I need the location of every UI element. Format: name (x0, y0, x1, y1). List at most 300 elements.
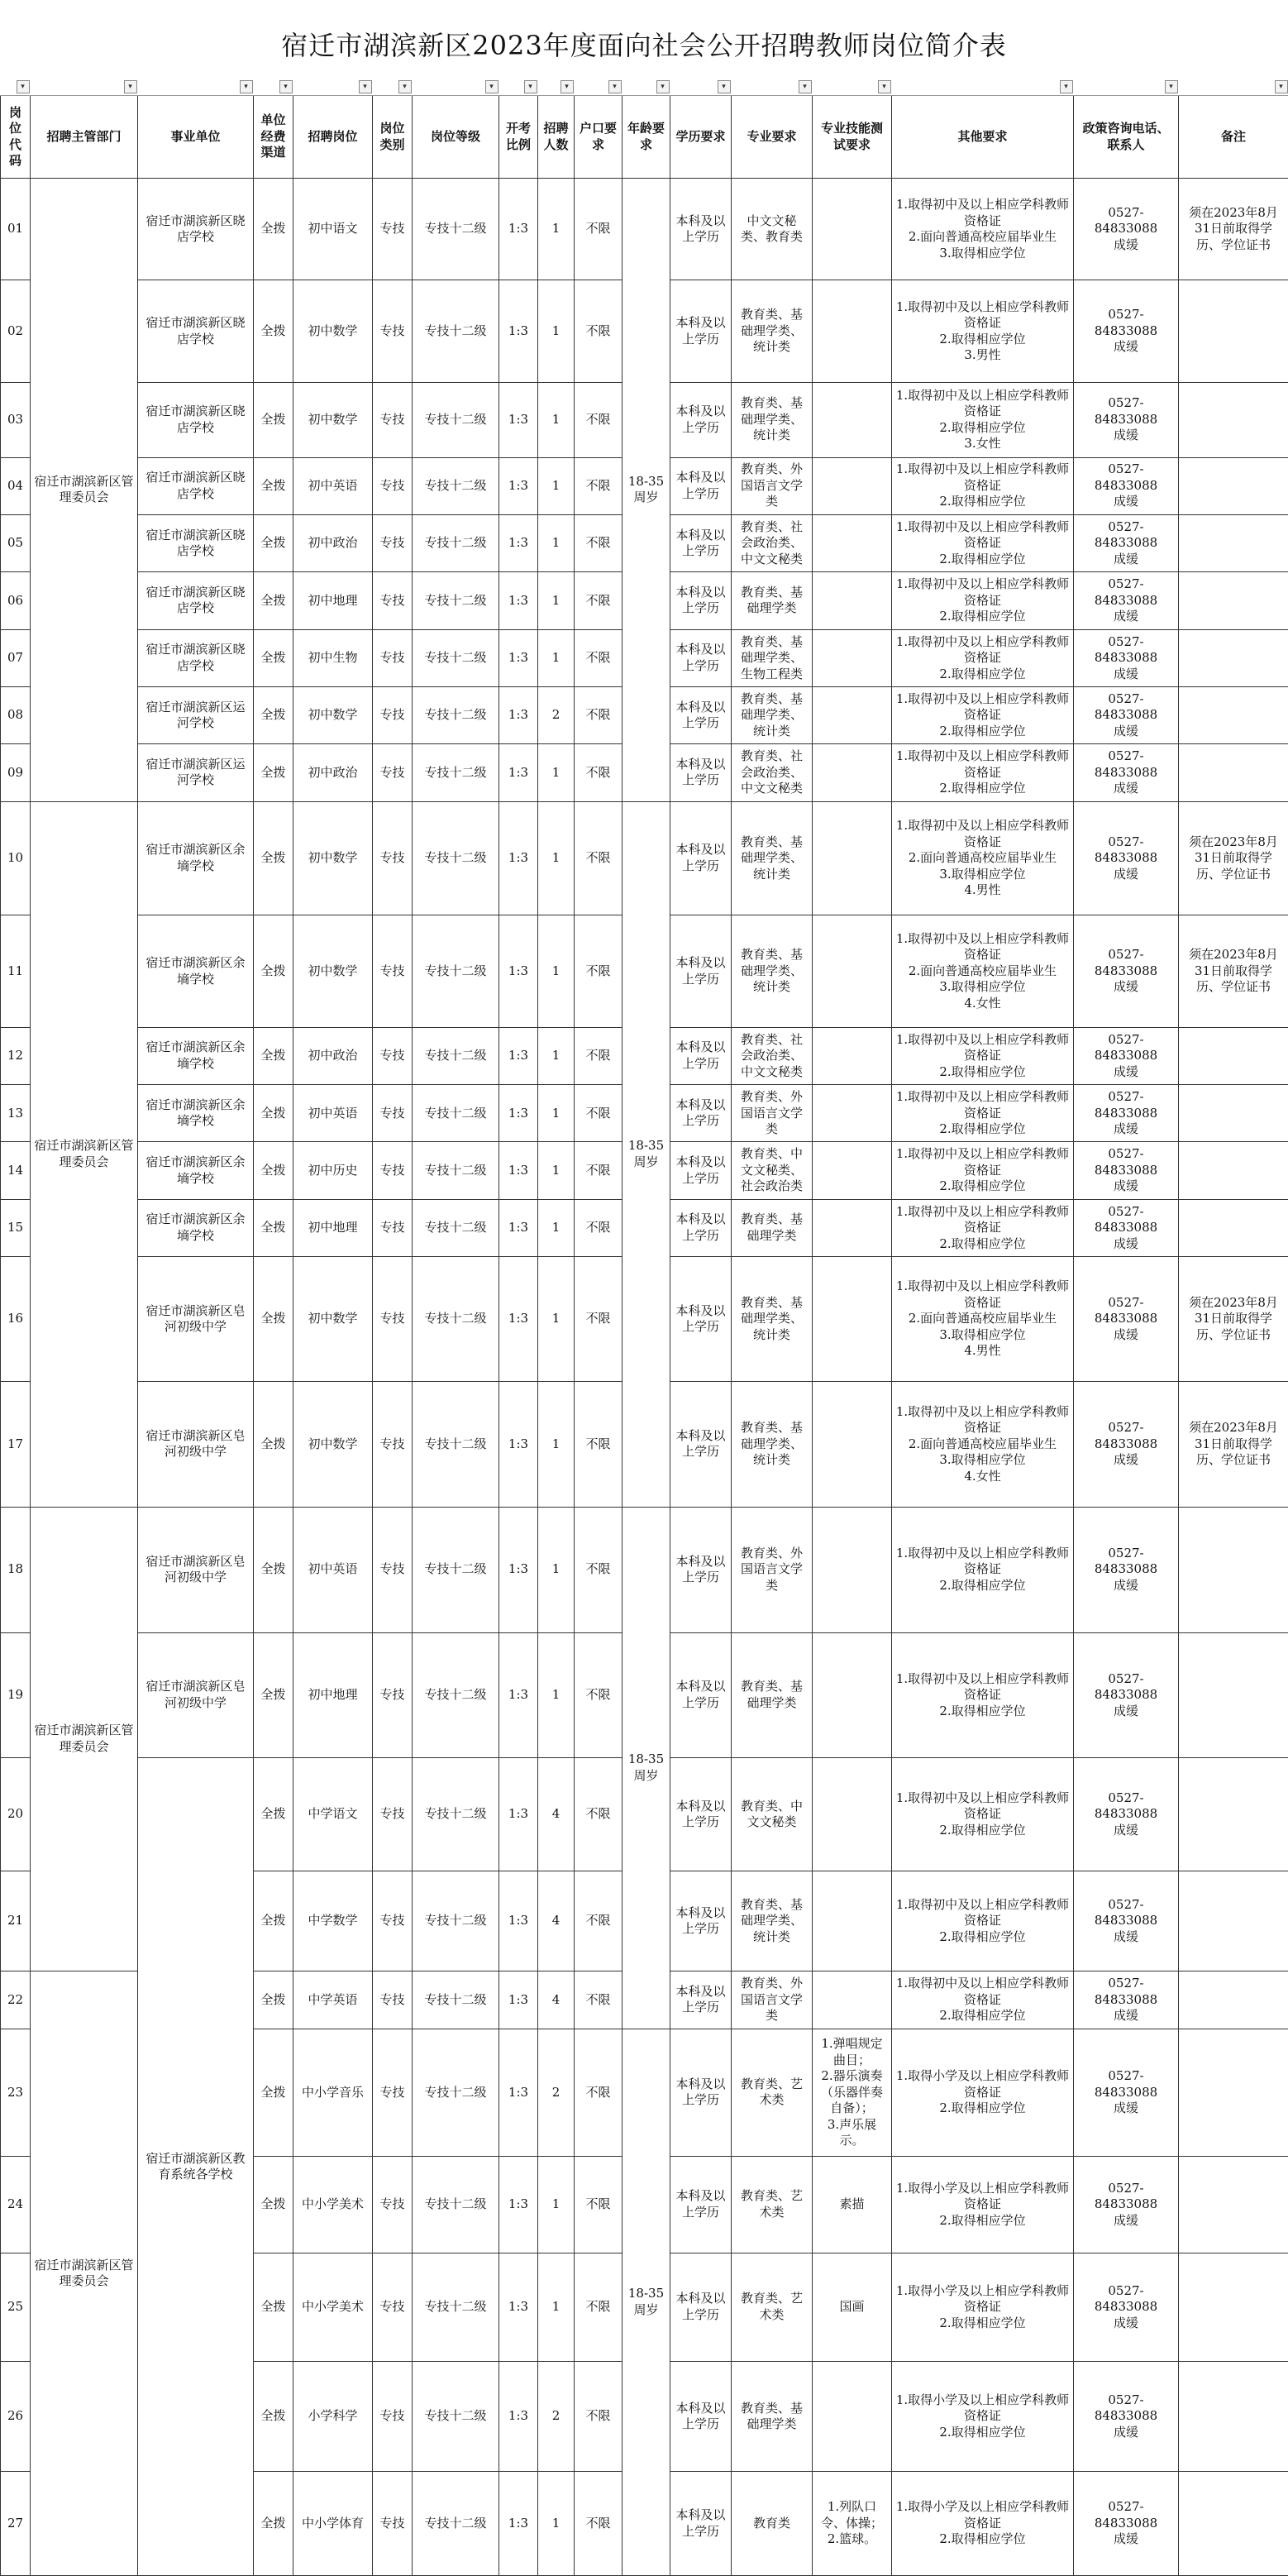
remarks: 须在2023年8月31日前取得学历、学位证书 (1179, 801, 1288, 915)
funding-source: 全拨 (254, 2157, 293, 2253)
position-level: 专技十二级 (413, 1632, 499, 1758)
remarks (1179, 2361, 1288, 2471)
education-requirement: 本科及以上学历 (670, 915, 732, 1027)
skill-test-requirement (813, 382, 892, 457)
hukou-requirement: 不限 (575, 1257, 623, 1382)
column-header: 招聘人数 (538, 96, 575, 179)
contact-phone: 0527-84833088 成缓 (1074, 2157, 1179, 2253)
position-type: 专技 (373, 280, 413, 382)
exam-ratio: 1:3 (499, 457, 538, 514)
other-requirements: 1.取得初中及以上相应学科教师资格证 2.取得相应学位 3.男性 (892, 280, 1074, 382)
age-requirement: 18-35周岁 (623, 2029, 670, 2576)
hiring-department: 宿迁市湖滨新区管理委员会 (31, 179, 138, 802)
hukou-requirement: 不限 (575, 1871, 623, 1971)
institution-name: 宿迁市湖滨新区运河学校 (138, 686, 254, 743)
institution-name: 宿迁市湖滨新区晓店学校 (138, 179, 254, 280)
position-code: 19 (1, 1632, 31, 1758)
skill-test-requirement (813, 2361, 892, 2471)
position-name: 初中英语 (293, 1507, 373, 1632)
remarks (1179, 457, 1288, 514)
column-header: 户口要求 (575, 96, 623, 179)
page-title: 宿迁市湖滨新区2023年度面向社会公开招聘教师岗位简介表 (281, 30, 1007, 61)
skill-test-requirement (813, 1871, 892, 1971)
other-requirements: 1.取得初中及以上相应学科教师资格证 2.取得相应学位 (892, 1758, 1074, 1871)
position-level: 专技十二级 (413, 1085, 499, 1142)
exam-ratio: 1:3 (499, 629, 538, 686)
skill-test-requirement (813, 1758, 892, 1871)
hire-count: 1 (538, 1142, 575, 1199)
table-row (1, 801, 1288, 915)
remarks (1179, 280, 1288, 382)
position-name: 初中数学 (293, 280, 373, 382)
skill-test-requirement: 1.列队口令、体操； 2.篮球。 (813, 2472, 892, 2576)
remarks: 须在2023年8月31日前取得学历、学位证书 (1179, 1381, 1288, 1507)
skill-test-requirement (813, 1142, 892, 1199)
position-code: 11 (1, 915, 31, 1027)
remarks (1179, 1632, 1288, 1758)
position-type: 专技 (373, 457, 413, 514)
funding-source: 全拨 (254, 801, 293, 915)
contact-phone: 0527-84833088 成缓 (1074, 686, 1179, 743)
hire-count: 1 (538, 1199, 575, 1256)
exam-ratio: 1:3 (499, 1381, 538, 1507)
hukou-requirement: 不限 (575, 572, 623, 629)
hukou-requirement: 不限 (575, 744, 623, 801)
contact-phone: 0527-84833088 成缓 (1074, 1027, 1179, 1084)
dropdown-arrow-icon[interactable]: ▾ (240, 80, 253, 93)
position-level: 专技十二级 (413, 1027, 499, 1084)
filter-cell (1, 79, 31, 96)
position-level: 专技十二级 (413, 2029, 499, 2157)
exam-ratio: 1:3 (499, 744, 538, 801)
other-requirements: 1.取得初中及以上相应学科教师资格证 2.取得相应学位 (892, 686, 1074, 743)
institution-name: 宿迁市湖滨新区皂河初级中学 (138, 1632, 254, 1758)
funding-source: 全拨 (254, 1381, 293, 1507)
funding-source: 全拨 (254, 1027, 293, 1084)
dropdown-arrow-icon[interactable]: ▾ (279, 80, 293, 93)
position-type: 专技 (373, 572, 413, 629)
skill-test-requirement (813, 686, 892, 743)
position-level: 专技十二级 (413, 1507, 499, 1632)
education-requirement: 本科及以上学历 (670, 1507, 732, 1632)
hire-count: 1 (538, 280, 575, 382)
position-level: 专技十二级 (413, 1199, 499, 1256)
remarks (1179, 382, 1288, 457)
position-name: 初中数学 (293, 1381, 373, 1507)
position-name: 中学数学 (293, 1871, 373, 1971)
column-header: 其他要求 (892, 96, 1074, 179)
education-requirement: 本科及以上学历 (670, 2029, 732, 2157)
major-requirement: 教育类、外国语言文学类 (732, 1971, 813, 2029)
contact-phone: 0527-84833088 成缓 (1074, 1871, 1179, 1971)
position-level: 专技十二级 (413, 801, 499, 915)
institution-name: 宿迁市湖滨新区余墒学校 (138, 1027, 254, 1084)
remarks (1179, 1507, 1288, 1632)
position-level: 专技十二级 (413, 915, 499, 1027)
hukou-requirement: 不限 (575, 1758, 623, 1871)
hukou-requirement: 不限 (575, 457, 623, 514)
hire-count: 1 (538, 1507, 575, 1632)
position-name: 初中英语 (293, 457, 373, 514)
remarks (1179, 572, 1288, 629)
major-requirement: 教育类、艺术类 (732, 2029, 813, 2157)
exam-ratio: 1:3 (499, 1257, 538, 1382)
exam-ratio: 1:3 (499, 514, 538, 571)
position-code: 22 (1, 1971, 31, 2029)
filter-cell (254, 79, 293, 96)
position-level: 专技十二级 (413, 744, 499, 801)
funding-source: 全拨 (254, 457, 293, 514)
position-code: 06 (1, 572, 31, 629)
hukou-requirement: 不限 (575, 801, 623, 915)
contact-phone: 0527-84833088 成缓 (1074, 1507, 1179, 1632)
other-requirements: 1.取得初中及以上相应学科教师资格证 2.取得相应学位 (892, 744, 1074, 801)
skill-test-requirement (813, 744, 892, 801)
remarks: 须在2023年8月31日前取得学历、学位证书 (1179, 915, 1288, 1027)
contact-phone: 0527-84833088 成缓 (1074, 572, 1179, 629)
skill-test-requirement (813, 1085, 892, 1142)
remarks (1179, 1971, 1288, 2029)
remarks (1179, 1199, 1288, 1256)
remarks (1179, 629, 1288, 686)
hire-count: 1 (538, 514, 575, 571)
education-requirement: 本科及以上学历 (670, 2157, 732, 2253)
filter-cell (623, 79, 670, 96)
hire-count: 1 (538, 915, 575, 1027)
other-requirements: 1.取得小学及以上相应学科教师资格证 2.取得相应学位 (892, 2029, 1074, 2157)
exam-ratio: 1:3 (499, 801, 538, 915)
position-type: 专技 (373, 1758, 413, 1871)
position-type: 专技 (373, 1507, 413, 1632)
position-level: 专技十二级 (413, 686, 499, 743)
other-requirements: 1.取得初中及以上相应学科教师资格证 2.取得相应学位 (892, 457, 1074, 514)
column-header: 政策咨询电话、联系人 (1074, 96, 1179, 179)
position-level: 专技十二级 (413, 2253, 499, 2361)
funding-source: 全拨 (254, 1199, 293, 1256)
column-header: 岗位代码 (1, 96, 31, 179)
exam-ratio: 1:3 (499, 686, 538, 743)
dropdown-arrow-icon[interactable]: ▾ (878, 80, 891, 93)
position-name: 初中生物 (293, 629, 373, 686)
position-code: 20 (1, 1758, 31, 1871)
filter-cell (293, 79, 373, 96)
position-type: 专技 (373, 801, 413, 915)
skill-test-requirement: 国画 (813, 2253, 892, 2361)
major-requirement: 教育类、社会政治类、中文文秘类 (732, 1027, 813, 1084)
major-requirement: 教育类、基础理学类 (732, 2361, 813, 2471)
position-name: 中学英语 (293, 1971, 373, 2029)
remarks (1179, 686, 1288, 743)
education-requirement: 本科及以上学历 (670, 1381, 732, 1507)
education-requirement: 本科及以上学历 (670, 1971, 732, 2029)
hire-count: 1 (538, 801, 575, 915)
dropdown-arrow-icon[interactable]: ▾ (524, 80, 537, 93)
filter-cell (538, 79, 575, 96)
position-name: 初中数学 (293, 1257, 373, 1382)
skill-test-requirement (813, 179, 892, 280)
exam-ratio: 1:3 (499, 2029, 538, 2157)
education-requirement: 本科及以上学历 (670, 514, 732, 571)
position-code: 09 (1, 744, 31, 801)
institution-name: 宿迁市湖滨新区余墒学校 (138, 1085, 254, 1142)
major-requirement: 教育类、基础理学类 (732, 1199, 813, 1256)
skill-test-requirement (813, 514, 892, 571)
other-requirements: 1.取得初中及以上相应学科教师资格证 2.面向普通高校应届毕业生 3.取得相应学位 4.女性 (892, 1381, 1074, 1507)
exam-ratio: 1:3 (499, 2361, 538, 2471)
filter-cell (31, 79, 138, 96)
contact-phone: 0527-84833088 成缓 (1074, 179, 1179, 280)
position-level: 专技十二级 (413, 457, 499, 514)
education-requirement: 本科及以上学历 (670, 1027, 732, 1084)
institution-name: 宿迁市湖滨新区晓店学校 (138, 572, 254, 629)
skill-test-requirement (813, 572, 892, 629)
hire-count: 2 (538, 686, 575, 743)
hukou-requirement: 不限 (575, 1971, 623, 2029)
position-level: 专技十二级 (413, 1381, 499, 1507)
funding-source: 全拨 (254, 915, 293, 1027)
institution-name: 宿迁市湖滨新区晓店学校 (138, 514, 254, 571)
hukou-requirement: 不限 (575, 1507, 623, 1632)
institution-name: 宿迁市湖滨新区晓店学校 (138, 629, 254, 686)
education-requirement: 本科及以上学历 (670, 629, 732, 686)
position-code: 21 (1, 1871, 31, 1971)
hire-count: 1 (538, 457, 575, 514)
major-requirement: 中文文秘类、教育类 (732, 179, 813, 280)
skill-test-requirement (813, 1199, 892, 1256)
dropdown-arrow-icon[interactable]: ▾ (608, 80, 622, 93)
remarks: 须在2023年8月31日前取得学历、学位证书 (1179, 1257, 1288, 1382)
hire-count: 4 (538, 1971, 575, 2029)
dropdown-arrow-icon[interactable]: ▾ (561, 80, 574, 93)
position-level: 专技十二级 (413, 1758, 499, 1871)
skill-test-requirement (813, 915, 892, 1027)
column-header: 年龄要求 (623, 96, 670, 179)
institution-name: 宿迁市湖滨新区皂河初级中学 (138, 1381, 254, 1507)
position-name: 初中数学 (293, 686, 373, 743)
remarks (1179, 744, 1288, 801)
exam-ratio: 1:3 (499, 1199, 538, 1256)
position-name: 中小学美术 (293, 2253, 373, 2361)
position-name: 初中地理 (293, 572, 373, 629)
contact-phone: 0527-84833088 成缓 (1074, 1085, 1179, 1142)
education-requirement: 本科及以上学历 (670, 179, 732, 280)
other-requirements: 1.取得初中及以上相应学科教师资格证 2.取得相应学位 (892, 629, 1074, 686)
hukou-requirement: 不限 (575, 915, 623, 1027)
column-header: 专业技能测试要求 (813, 96, 892, 179)
other-requirements: 1.取得初中及以上相应学科教师资格证 2.取得相应学位 (892, 1507, 1074, 1632)
filter-cell (1179, 79, 1288, 96)
institution-name: 宿迁市湖滨新区余墒学校 (138, 1199, 254, 1256)
position-name: 中学语文 (293, 1758, 373, 1871)
filter-cell (575, 79, 623, 96)
skill-test-requirement (813, 280, 892, 382)
dropdown-arrow-icon[interactable]: ▾ (359, 80, 372, 93)
institution-name: 宿迁市湖滨新区晓店学校 (138, 382, 254, 457)
contact-phone: 0527-84833088 成缓 (1074, 801, 1179, 915)
major-requirement: 教育类、基础理学类、统计类 (732, 280, 813, 382)
dropdown-arrow-icon[interactable]: ▾ (656, 80, 670, 93)
education-requirement: 本科及以上学历 (670, 1871, 732, 1971)
hukou-requirement: 不限 (575, 2472, 623, 2576)
position-type: 专技 (373, 1027, 413, 1084)
job-positions-table (0, 79, 1288, 2576)
position-name: 中小学美术 (293, 2157, 373, 2253)
remarks (1179, 1871, 1288, 1971)
filter-cell (1074, 79, 1179, 96)
remarks (1179, 514, 1288, 571)
major-requirement: 教育类、基础理学类、统计类 (732, 801, 813, 915)
hire-count: 2 (538, 2361, 575, 2471)
dropdown-arrow-icon[interactable]: ▾ (718, 80, 731, 93)
skill-test-requirement (813, 457, 892, 514)
position-type: 专技 (373, 915, 413, 1027)
exam-ratio: 1:3 (499, 1871, 538, 1971)
remarks (1179, 1142, 1288, 1199)
contact-phone: 0527-84833088 成缓 (1074, 629, 1179, 686)
dropdown-arrow-icon[interactable]: ▾ (799, 80, 812, 93)
other-requirements: 1.取得初中及以上相应学科教师资格证 2.取得相应学位 (892, 1871, 1074, 1971)
education-requirement: 本科及以上学历 (670, 2361, 732, 2471)
hukou-requirement: 不限 (575, 382, 623, 457)
contact-phone: 0527-84833088 成缓 (1074, 1381, 1179, 1507)
dropdown-arrow-icon[interactable]: ▾ (485, 80, 499, 93)
education-requirement: 本科及以上学历 (670, 572, 732, 629)
funding-source: 全拨 (254, 1257, 293, 1382)
education-requirement: 本科及以上学历 (670, 1142, 732, 1199)
position-name: 初中政治 (293, 514, 373, 571)
institution-name: 宿迁市湖滨新区余墒学校 (138, 915, 254, 1027)
hire-count: 1 (538, 629, 575, 686)
dropdown-arrow-icon[interactable]: ▾ (1275, 80, 1288, 93)
dropdown-arrow-icon[interactable]: ▾ (1165, 80, 1178, 93)
age-requirement: 18-35周岁 (623, 179, 670, 802)
institution-name: 宿迁市湖滨新区教育系统各学校 (138, 1758, 254, 2576)
exam-ratio: 1:3 (499, 1758, 538, 1871)
hire-count: 1 (538, 1085, 575, 1142)
hukou-requirement: 不限 (575, 1142, 623, 1199)
hire-count: 1 (538, 744, 575, 801)
position-name: 初中数学 (293, 915, 373, 1027)
major-requirement: 教育类、外国语言文学类 (732, 1085, 813, 1142)
funding-source: 全拨 (254, 514, 293, 571)
funding-source: 全拨 (254, 1758, 293, 1871)
major-requirement: 教育类、艺术类 (732, 2253, 813, 2361)
funding-source: 全拨 (254, 686, 293, 743)
column-header: 学历要求 (670, 96, 732, 179)
hire-count: 1 (538, 1632, 575, 1758)
funding-source: 全拨 (254, 2029, 293, 2157)
hire-count: 1 (538, 2253, 575, 2361)
education-requirement: 本科及以上学历 (670, 1632, 732, 1758)
column-header: 备注 (1179, 96, 1288, 179)
other-requirements: 1.取得初中及以上相应学科教师资格证 2.取得相应学位 (892, 1027, 1074, 1084)
contact-phone: 0527-84833088 成缓 (1074, 2029, 1179, 2157)
position-type: 专技 (373, 1971, 413, 2029)
position-code: 14 (1, 1142, 31, 1199)
position-code: 08 (1, 686, 31, 743)
education-requirement: 本科及以上学历 (670, 280, 732, 382)
contact-phone: 0527-84833088 成缓 (1074, 1971, 1179, 2029)
hukou-requirement: 不限 (575, 179, 623, 280)
hukou-requirement: 不限 (575, 1632, 623, 1758)
major-requirement: 教育类、基础理学类、统计类 (732, 1381, 813, 1507)
filter-cell (138, 79, 254, 96)
major-requirement: 教育类、社会政治类、中文文秘类 (732, 514, 813, 571)
other-requirements: 1.取得小学及以上相应学科教师资格证 2.取得相应学位 (892, 2157, 1074, 2253)
position-level: 专技十二级 (413, 179, 499, 280)
position-code: 01 (1, 179, 31, 280)
exam-ratio: 1:3 (499, 280, 538, 382)
position-type: 专技 (373, 1257, 413, 1382)
contact-phone: 0527-84833088 成缓 (1074, 280, 1179, 382)
funding-source: 全拨 (254, 629, 293, 686)
other-requirements: 1.取得初中及以上相应学科教师资格证 2.面向普通高校应届毕业生 3.取得相应学位 4.女性 (892, 915, 1074, 1027)
institution-name: 宿迁市湖滨新区晓店学校 (138, 280, 254, 382)
major-requirement: 教育类、基础理学类、统计类 (732, 686, 813, 743)
skill-test-requirement (813, 1257, 892, 1382)
major-requirement: 教育类、基础理学类、生物工程类 (732, 629, 813, 686)
institution-name: 宿迁市湖滨新区晓店学校 (138, 457, 254, 514)
dropdown-arrow-icon[interactable]: ▾ (124, 80, 137, 93)
remarks (1179, 1085, 1288, 1142)
other-requirements: 1.取得初中及以上相应学科教师资格证 2.取得相应学位 (892, 1632, 1074, 1758)
major-requirement: 教育类、基础理学类 (732, 572, 813, 629)
education-requirement: 本科及以上学历 (670, 1085, 732, 1142)
position-name: 初中政治 (293, 744, 373, 801)
hire-count: 1 (538, 1257, 575, 1382)
major-requirement: 教育类、社会政治类、中文文秘类 (732, 744, 813, 801)
funding-source: 全拨 (254, 1871, 293, 1971)
skill-test-requirement: 素描 (813, 2157, 892, 2253)
hukou-requirement: 不限 (575, 1199, 623, 1256)
hire-count: 1 (538, 2157, 575, 2253)
contact-phone: 0527-84833088 成缓 (1074, 382, 1179, 457)
education-requirement: 本科及以上学历 (670, 382, 732, 457)
dropdown-arrow-icon[interactable]: ▾ (1060, 80, 1073, 93)
contact-phone: 0527-84833088 成缓 (1074, 1632, 1179, 1758)
dropdown-arrow-icon[interactable]: ▾ (398, 80, 412, 93)
position-name: 中小学体育 (293, 2472, 373, 2576)
exam-ratio: 1:3 (499, 1085, 538, 1142)
institution-name: 宿迁市湖滨新区余墒学校 (138, 1142, 254, 1199)
filter-cell (732, 79, 813, 96)
funding-source: 全拨 (254, 382, 293, 457)
other-requirements: 1.取得小学及以上相应学科教师资格证 2.取得相应学位 (892, 2472, 1074, 2576)
education-requirement: 本科及以上学历 (670, 1758, 732, 1871)
hire-count: 2 (538, 2029, 575, 2157)
contact-phone: 0527-84833088 成缓 (1074, 457, 1179, 514)
position-code: 05 (1, 514, 31, 571)
hukou-requirement: 不限 (575, 629, 623, 686)
education-requirement: 本科及以上学历 (670, 1199, 732, 1256)
dropdown-arrow-icon[interactable]: ▾ (17, 80, 30, 93)
position-level: 专技十二级 (413, 629, 499, 686)
exam-ratio: 1:3 (499, 2157, 538, 2253)
exam-ratio: 1:3 (499, 1971, 538, 2029)
contact-phone: 0527-84833088 成缓 (1074, 915, 1179, 1027)
funding-source: 全拨 (254, 1632, 293, 1758)
other-requirements: 1.取得初中及以上相应学科教师资格证 2.取得相应学位 (892, 514, 1074, 571)
position-level: 专技十二级 (413, 2361, 499, 2471)
column-header: 岗位类别 (373, 96, 413, 179)
filter-cell (892, 79, 1074, 96)
major-requirement: 教育类、外国语言文学类 (732, 457, 813, 514)
contact-phone: 0527-84833088 成缓 (1074, 2361, 1179, 2471)
hukou-requirement: 不限 (575, 2157, 623, 2253)
hire-count: 4 (538, 1758, 575, 1871)
hukou-requirement: 不限 (575, 280, 623, 382)
position-type: 专技 (373, 514, 413, 571)
